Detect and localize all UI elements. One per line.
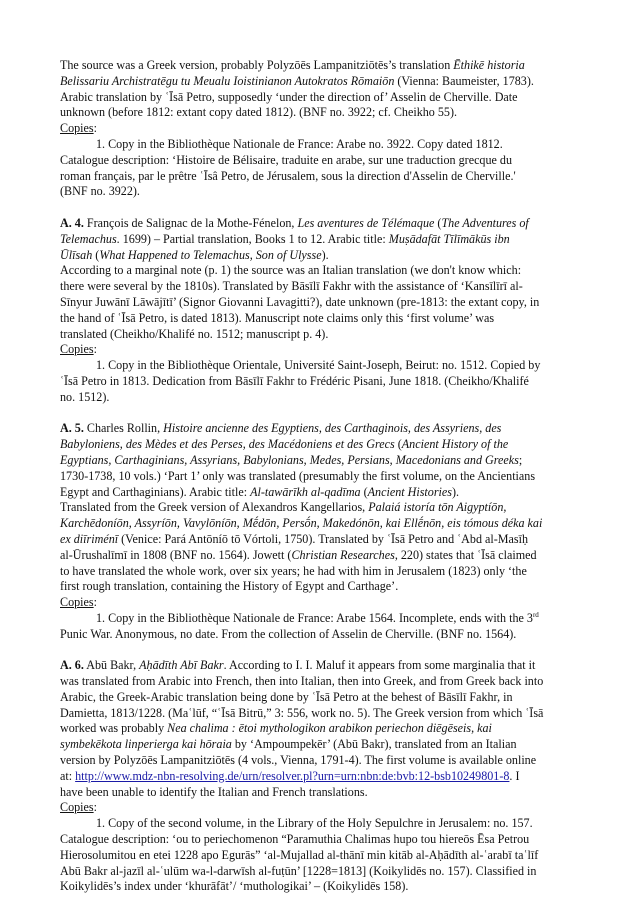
text-line: Koikylidēs’s index under ‘khurāfāt’/ ‘muthologikai’ – (Koikylidēs 158).: [60, 879, 409, 894]
text-line: roman français, par le prêtre ʿĪsâ Petro, de Jérusalem, sous la direction d'Asselin de Cherville.': [60, 168, 516, 183]
text-line: [60, 485, 580, 501]
copy-item: [60, 611, 580, 627]
text-line: the hand of ʿĪsā Petro, is dated 1813). Manuscript note claims only this ‘first volume’ was: [60, 310, 495, 325]
document-page: [60, 58, 580, 911]
text-run: worked was probably: [60, 721, 168, 736]
text-run: (Vienna: Baumeister, 1783).: [394, 73, 534, 88]
copy-item: 1. Copy in the Bibliothèque Orientale, Université Saint-Joseph, Beirut: no. 1512. Copied by: [96, 358, 541, 373]
text-line: [60, 516, 580, 532]
text-run: at:: [60, 768, 76, 783]
text-run: The source was a Greek version, probably Polyzōēs Lampanitziōtēs’s translation: [60, 58, 454, 72]
text-line: Arabic, the Greek-Arabic translation being done by ʿĪsā Petro at the behest of Bāsīlī Fakhr, in: [60, 689, 513, 704]
colon: :: [93, 595, 97, 610]
text-line: [60, 737, 580, 753]
greek-title: ex diīriménī: [60, 531, 119, 546]
colon: :: [93, 342, 97, 357]
text-line: Abū Bakr al-jazīl al-ʿulūm wa-l-darwīsh al-fuṭūn’ [1228=1813] (Koikylidēs no. 157). Classified in: [60, 863, 537, 878]
copies-heading: [60, 121, 580, 137]
text-line: there were several by the 1810s). Translated by Bāsīlī Fakhr with the assistance of ‘Kansīlīrī al-: [60, 279, 523, 294]
arabic-title: Al-tawārīkh al-qadīma: [250, 484, 361, 499]
copies-heading: [60, 800, 580, 816]
copy-item: 1. Copy in the Bibliothèque Nationale de France: Arabe no. 3922. Copy dated 1812.: [96, 136, 503, 151]
text-run: Charles Rollin,: [83, 421, 164, 436]
text-line: unknown (before 1812: extant copy dated 1812). (BNF no. 3922; cf. Cheikho 55).: [60, 105, 458, 120]
text-line: Catalogue description: ‘ou to periechomenon “Paramuthia Chalimas hupo tou hiereōs Ēsa Petrou: [60, 832, 530, 847]
cited-work: Christian Researches: [291, 547, 395, 562]
text-run: (: [434, 215, 442, 230]
work-title: Aḥādīth Abī Bakr: [139, 658, 224, 673]
entry-number: A. 5.: [60, 421, 84, 436]
entry-a6: [60, 658, 580, 895]
entry-number: A. 4.: [60, 215, 84, 230]
text-line: Sīnyur Juwānī Lāwājītī’ (Signor Giovanni Lavagitti?), date unknown (pre-1813: the extant copy, in: [60, 294, 540, 309]
colon: :: [93, 121, 97, 136]
text-line: (BNF no. 3922).: [60, 184, 140, 199]
work-title: Histoire ancienne des Egyptiens, des Carthaginois, des Assyriens, des: [163, 421, 502, 436]
arabic-title: Muṣādafāt Tīlīmākūs ibn: [388, 231, 510, 246]
work-title-english: Ancient History of the: [401, 437, 509, 452]
paragraph-gap: [60, 200, 580, 216]
text-run: François de Salignac de la Mothe-Fénelon,: [83, 215, 298, 230]
text-line: no. 1512).: [60, 389, 110, 404]
text-line: was translated from Arabic into French, then into Italian, then into Greek, and from Greek back into: [60, 674, 544, 689]
text-line: ʿĪsā Petro in 1813. Dedication from Bāsīlī Fakhr to Frédéric Pisani, June 1818. (Cheikho/Khalifé: [60, 373, 529, 388]
entry-a4: [60, 216, 580, 406]
copies-label: Copies: [60, 800, 94, 815]
greek-title: symbekēkota linperierga kai hōraia: [60, 737, 232, 752]
english-title: What Happened to Telemachus, Son of Ulysse: [99, 247, 322, 262]
entry-number: A. 6.: [60, 658, 84, 673]
text-run: by ‘Ampoumpekēr’ (Abū Bakr), translated from an Italian: [231, 737, 517, 752]
text-line: [60, 248, 580, 264]
text-line: Hierosolumitou en etei 1228 apo Egurās” ‘al-Mujallad al-thānī min kitāb al-Aḥādīth al-ʿarabī taʿlīf: [60, 847, 539, 862]
text-run: (: [92, 247, 100, 262]
text-line: [60, 58, 580, 74]
text-run: al-Ūrushalīmī in 1808 (BNF no. 1564). Jowett (: [60, 547, 292, 562]
text-line: [60, 437, 580, 453]
text-line: version by Polyzōēs Lampanitziōtēs (4 vols., Vienna, 1791-4). The first volume is available online: [60, 753, 537, 768]
greek-title: Nea chalima : ētoi mythologikon arabikon periechon diēgēseis, kai: [167, 721, 492, 736]
text-line: According to a marginal note (p. 1) the source was an Italian translation (we don't know which:: [60, 263, 522, 278]
text-line: [60, 548, 580, 564]
copies-heading: [60, 595, 580, 611]
text-line: [60, 232, 580, 248]
text-line: Catalogue description: ‘Histoire de Bélisaire, traduite en arabe, sur une traduction grecque du: [60, 152, 513, 167]
text-run: , 220) states that ʿĪsā claimed: [394, 547, 537, 562]
greek-title: Belissariu Archistratēgu tu Meualu Ioistinianon Autokratos Rōmaiōn: [60, 73, 395, 88]
copies-label: Copies: [60, 121, 94, 136]
text-run: 1. Copy in the Bibliothèque Nationale de France: Arabe 1564. Incomplete, ends with the 3: [96, 610, 533, 625]
entry-a5: [60, 421, 580, 642]
ordinal-suffix: rd: [532, 610, 539, 619]
copies-heading: [60, 342, 580, 358]
work-title-english: Egyptians, Carthaginians, Assyrians, Babylonians, Medes, Persians, Macedonians and Greeks: [60, 452, 519, 467]
colon: :: [93, 800, 97, 815]
text-line: translated (Cheikho/Khalifé no. 1512; manuscript p. 4).: [60, 326, 329, 341]
text-line: have been unable to identify the Italian and French translations.: [60, 784, 368, 799]
text-run: ).: [321, 247, 329, 262]
greek-title: Palaiá istoría tōn Aigyptíōn,: [368, 500, 507, 515]
text-run: . 1699) – Partial translation, Books 1 to 12. Arabic title:: [116, 231, 389, 246]
greek-title: Ēthikē historia: [453, 58, 525, 72]
text-line: [60, 532, 580, 548]
text-line: Arabic translation by ʿĪsā Petro, supposedly ‘under the direction of’ Asselin de Cherville. Date: [60, 89, 518, 104]
text-line: first rough translation, containing the History of Egypt and Carthage’.: [60, 579, 399, 594]
work-title: Babyloniens, des Mèdes et des Perses, des Macédoniens et des Grecs: [60, 437, 395, 452]
text-line: [60, 453, 580, 469]
text-run: (Venice: Pará Antōníō tō Vórtoli, 1750). Translated by ʿĪsā Petro and ʿAbd al-Masīḥ: [118, 531, 529, 546]
copies-label: Copies: [60, 595, 94, 610]
text-run: Abū Bakr,: [83, 658, 140, 673]
copy-item: 1. Copy of the second volume, in the Library of the Holy Sepulchre in Jerusalem: no. 157.: [96, 816, 533, 831]
text-run: Egypt and Carthaginians). Arabic title:: [60, 484, 251, 499]
text-line: [60, 500, 580, 516]
arabic-title: Ūlīsah: [60, 247, 93, 262]
text-run: (: [360, 484, 368, 499]
text-line: [60, 216, 580, 232]
text-line: [60, 421, 580, 437]
text-run: Translated from the Greek version of Alexandros Kangellarios,: [60, 500, 369, 515]
text-run: (: [394, 437, 402, 452]
text-line: Damietta, 1813/1228. (Maʿlūf, “ʿĪsā Bitrū,” 3: 556, work no. 5). The Greek version from which ʿĪsā: [60, 705, 544, 720]
text-line: [60, 74, 580, 90]
copies-label: Copies: [60, 342, 94, 357]
text-run: ).: [451, 484, 460, 499]
text-line: Punic War. Anonymous, no date. From the collection of Asselin de Cherville. (BNF no. 1564).: [60, 626, 517, 641]
work-title-english: The Adventures of: [441, 215, 529, 230]
text-run: . I: [509, 768, 520, 783]
text-line: to have translated the whole work, over six years; he had with him in Jerusalem (1823) only ‘the: [60, 563, 527, 578]
text-line: [60, 769, 580, 785]
entry-a3: [60, 58, 580, 200]
source-url-link[interactable]: http://www.mdz-nbn-resolving.de/urn/resolver.pl?urn=urn:nbn:de:bvb:12-bsb10249801-8: [75, 768, 510, 783]
text-line: 1730-1738, 10 vols.) ‘Part 1’ only was translated (presumably the first volume, on the Ancientians: [60, 468, 536, 483]
text-run: ;: [518, 452, 523, 467]
work-title-english: Telemachus: [60, 231, 117, 246]
english-title: Ancient Histories: [367, 484, 452, 499]
greek-title: Karchēdoníōn, Assyríōn, Vavylōníōn, Mḗdōn, Persṓn, Makedónōn, kai Ellḗnōn, eis tómous déka kai: [60, 516, 543, 531]
text-line: [60, 721, 580, 737]
work-title: Les aventures de Télémaque: [297, 215, 435, 230]
text-line: [60, 658, 580, 674]
text-run: . According to I. I. Maluf it appears from some marginalia that it: [223, 658, 536, 673]
